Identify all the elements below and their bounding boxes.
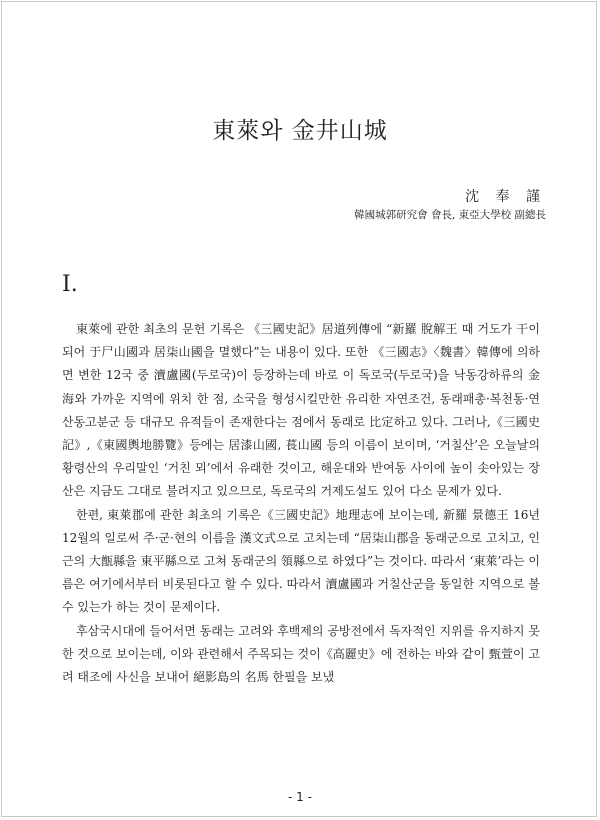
paragraph: 한편, 東萊郡에 관한 최초의 기록은《三國史記》地理志에 보이는데, 新羅 景德王 16년 12월의 일로써 주·군·현의 이름을 漢文式으로 고치는데 “居柒山郡을 동래군으로 고치고, 인근의 大甑縣을 東平縣으로 고쳐 동래군의 領縣으로 하였다”는 것이다. 따라서 ‘東萊’라는 이름은 여기에서부터 비롯된다고 할 수 있다. 따라서 瀆盧國과 거칠산군을 동일한 지역으로 볼 수 있는가 하는 것이 문제이다. (62, 507, 540, 615)
page-number: - 1 - (288, 790, 312, 804)
page-title: 東萊와 金井山城 (212, 118, 388, 144)
author-affiliation: 韓國城郭研究會 會長, 東亞大學校 副總長 (354, 209, 546, 221)
section-heading: Ⅰ. (62, 272, 78, 297)
paragraph: 東萊에 관한 최초의 문헌 기록은 《三國史記》居道列傳에 “新羅 脫解王 때 거도가 干이 되어 于尸山國과 居柒山國을 멸했다”는 내용이 있다. 또한 《三國志》〈魏書〉韓傳에 의하면 변한 12국 중 瀆盧國(두로국)이 등장하는데 바로 이 독로국(두로국)을 낙동강하류의 金海와 가까운 지역에 위치 한 점, 소국을 형성시킬만한 유리한 자연조건, 동래패총·복천동·연산동고분군 등 대규모 유적들이 존재한다는 점에서 동래로 比定하고 있다. 그러나,《三國史記》,《東國輿地勝覽》등에는 居漆山國, 萇山國 등의 이름이 보이며, ‘거칠산’은 오늘날의 황령산의 우리말인 ‘거친 뫼’에서 유래한 것이고, 해운대와 반여동 사이에 높이 솟아있는 장산은 지금도 그대로 불려지고 있으므로, 독로국의 거제도설도 있어 다소 문제가 있다. (62, 322, 540, 499)
paragraph: 후삼국시대에 들어서면 동래는 고려와 후백제의 공방전에서 독자적인 지위를 유지하지 못한 것으로 보이는데, 이와 관련해서 주목되는 것이《高麗史》에 전하는 바와 같이 甄萱이 고려 태조에 사신을 보내어 絕影島의 名馬 한필을 보냈 (62, 623, 540, 685)
body-text (62, 318, 540, 689)
author-name: 沈 奉 謹 (465, 189, 546, 205)
